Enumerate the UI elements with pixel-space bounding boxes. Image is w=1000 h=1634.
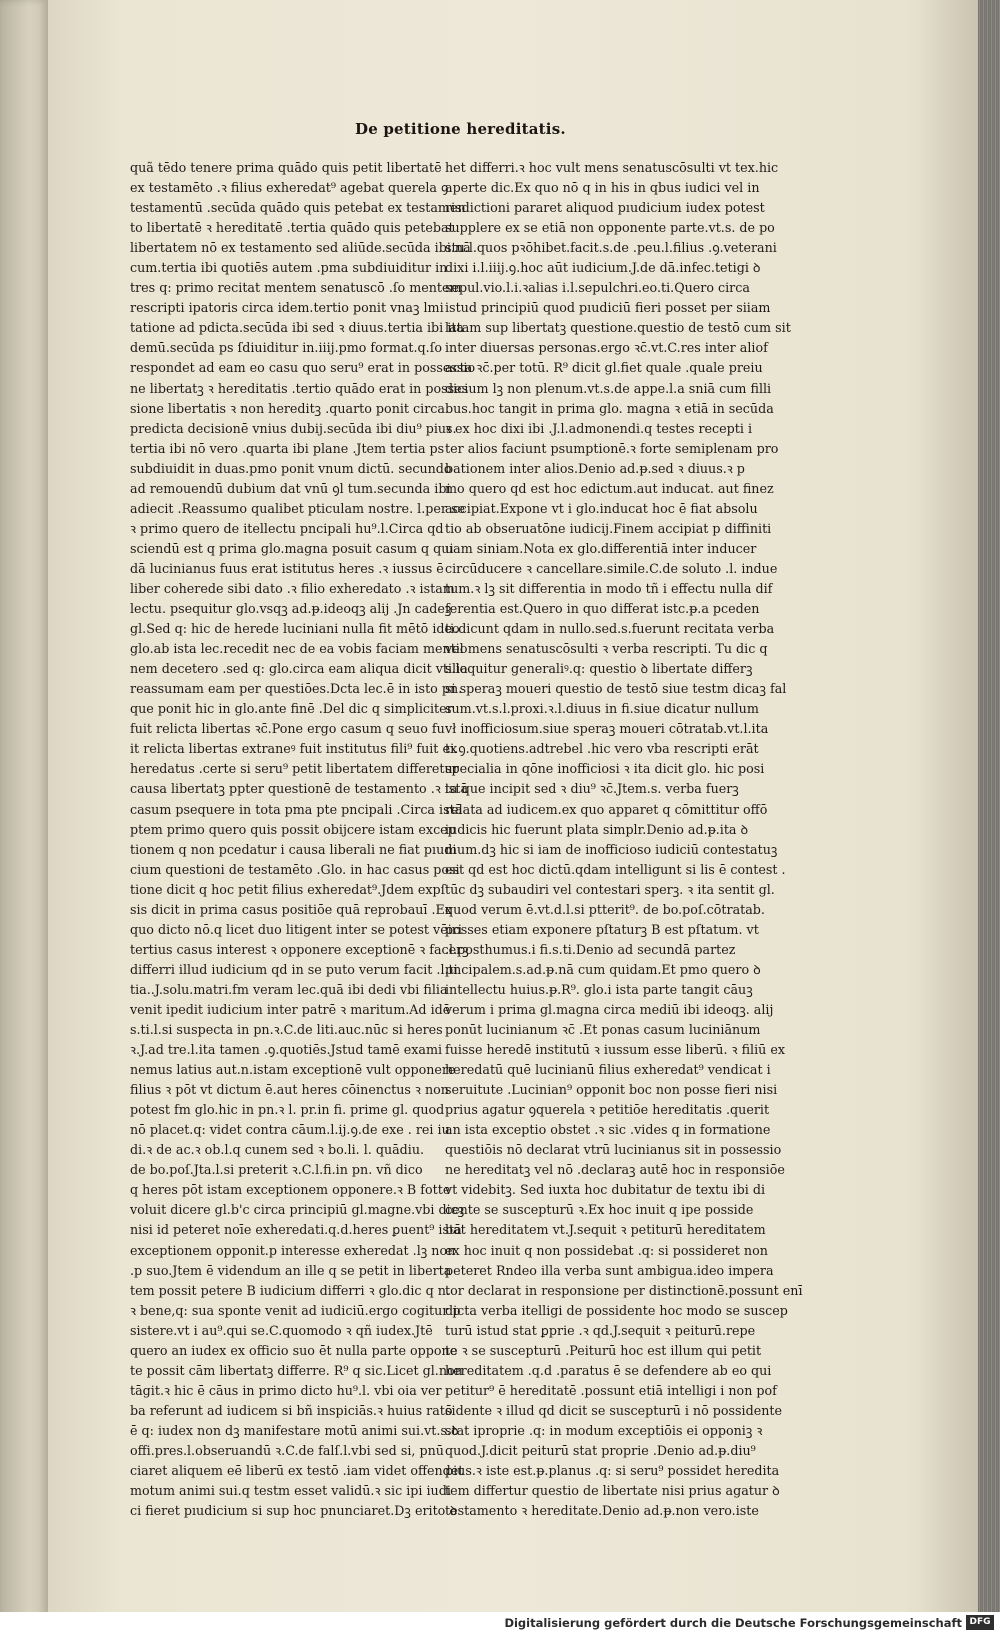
text-line: ci fieret pıudicium si sup hoc pnunciaret.Dꝫ erito ꝺ: [130, 1503, 457, 1519]
text-line: cium questioni de testamēto .Glo. in hac casus posi: [130, 861, 460, 877]
text-line: sum.vt.s.l.proxi.ꝛ.l.diuus in fi.siue dicatur nullum: [445, 701, 759, 717]
text-line: tertius casus interest ꝛ opponere exceptionē ꝛ facerꝫ: [130, 941, 469, 957]
text-line: respondet ad eam eo casu quo seru⁹ erat in possessio: [130, 360, 476, 376]
text-line: offi.pres.l.obseruandū ꝛ.C.de falſ.l.vbi sed si, pnū: [130, 1443, 444, 1458]
text-line: adiecit .Reassumo qualibet pticulam nostre. l.per se: [130, 500, 465, 516]
page-edges: [978, 0, 1000, 1612]
text-line: exceptionem opponit.p interesse exheredat .lꝫ non: [130, 1242, 456, 1258]
text-line: casum psequere in tota pma pte pncipali .Circa istā: [130, 801, 463, 817]
text-line: dicta verba itelligi de possidente hoc modo se suscep: [445, 1302, 788, 1318]
text-line: tres q: primo recitat mentem senatuscō .ſo mentem: [130, 280, 462, 296]
left-text-column: [130, 158, 476, 1521]
text-line: causa libertatꝫ ppter questionē de testamento .ꝛ istā: [130, 781, 469, 797]
text-line: sepul.vio.l.i.ꝛalias i.l.sepulchri.eo.ti.Quero circa: [445, 280, 750, 296]
text-line: s.ti.l.si suspecta in pn.ꝛ.C.de liti.auc.nūc si heres: [130, 1022, 443, 1038]
text-line: ciaret aliquem eē liberū ex testō .iam videt offendet: [130, 1463, 464, 1479]
text-line: di.ꝛ de ac.ꝛ ob.l.q cunem sed ꝛ bo.li. l. quādiu.: [130, 1142, 425, 1158]
text-line: it relicta libertas extraneꝰ fuit institutus fili⁹ fuit ex: [130, 741, 458, 757]
text-line: tionem q non pcedatur i causa liberali ne fiat pıudi: [130, 841, 457, 857]
text-line: tem possit petere B iudicium differri ꝛ glo.dic q n.: [130, 1282, 450, 1298]
text-line: tatione ad pdicta.secūda ibi sed ꝛ diuus.tertia ibi ita: [130, 320, 464, 336]
text-line: cente se suscepturū ꝛ.Ex hoc inuit q ipe posside: [445, 1202, 754, 1218]
text-line: questiōis nō declarat vtrū lucinianus sit in possessio: [445, 1142, 782, 1158]
text-line: hereditatem .q.d .paratus ē se defendere ab eo qui: [445, 1362, 772, 1378]
text-line: ꝛ bene,q: sua sponte venit ad iudiciū.ergo cogitur p: [130, 1302, 461, 1318]
text-line: uam siniam.Nota ex glo.differentiā inter inducer: [445, 540, 757, 556]
running-head: De petitione hereditatis.: [355, 120, 566, 138]
text-line: iudicis hic fuerunt plata simplr.Denio ad.ᵽ.ita ꝺ: [445, 821, 749, 837]
text-line: ex hoc inuit q non possidebat .q: si possideret non: [445, 1242, 768, 1258]
text-line: accipiat.Expone vt i glo.inducat hoc ē fiat absolu: [445, 500, 758, 516]
text-line: mum.dꝫ hic si iam de inofficioso iudiciū contestatuꝫ: [445, 841, 778, 857]
text-line: tem differtur questio de libertate nisi prius agatur ꝺ: [445, 1483, 780, 1499]
text-line: prius agatur ꝯquerela ꝛ petitiōe hereditatis .querit: [445, 1102, 770, 1118]
text-line: ad remouendū dubium dat vnū ꝯl tum.secunda ibi: [130, 480, 451, 496]
text-line: demū.secūda ps ſdiuiditur in.iiij.pmo format.q.ſo: [130, 340, 443, 356]
text-line: sistere.vt i au⁹.qui se.C.quomodo ꝛ qñ iudex.Jtē: [130, 1322, 433, 1338]
text-line: seruitute .Lucinian⁹ opponit boc non posse fieri nisi: [445, 1082, 778, 1098]
text-line: vł inofficiosum.siue speraꝫ moueri cōtratab.vt.l.ita: [445, 721, 769, 737]
text-line: stu.l.quos pꝛōhibet.facit.s.de .peu.l.filius .ꝯ.veterani: [445, 240, 777, 256]
text-line: voluit dicere gl.b'c circa principiū gl.magne.vbi dicꝫ: [130, 1202, 465, 1218]
text-line: posses etiam exponere pſtaturꝫ B est pſtatum. vt: [445, 921, 759, 937]
text-line: bus.hoc tangit in prima glo. magna ꝛ etiā in secūda: [445, 400, 774, 416]
text-line: de bo.poſ.Jta.l.si preterit ꝛ.C.l.fi.in pn. vñ dico: [130, 1162, 423, 1178]
text-line: istud principiū quod pıudiciū fieri posset per siiam: [445, 300, 771, 316]
text-line: quero an iudex ex officio suo ēt nulla parte oppone: [130, 1342, 458, 1358]
text-line: ti.ꝯ.quotiens.adtrebel .hic vero vba rescripti erāt: [445, 741, 759, 757]
text-line: circūducere ꝛ cancellare.simile.C.de soluto .l. indue: [445, 560, 778, 576]
text-line: tūc dꝫ subaudiri vel contestari sperꝫ. ꝛ ita sentit gl.: [445, 881, 775, 897]
text-line: differri illud iudicium qd in se puto verum facit .l.ti: [130, 961, 458, 977]
text-line: te ꝛ se suscepturū .Peiturū hoc est illum qui petit: [445, 1342, 762, 1358]
text-line: nō placet.q: videt contra cāum.l.ij.ꝯ.de exe . rei iu: [130, 1122, 450, 1138]
text-line: ptem primo quero quis possit obijcere istam excep: [130, 821, 456, 837]
text-line: si speraꝫ moueri questio de testō siue testm dicaꝫ fal: [445, 681, 787, 697]
text-line: sis dicit in prima casus positiōe quā reprobauī .Ex: [130, 901, 452, 917]
text-line: glo.ab ista lec.recedit nec de ea vobis faciam mentio: [130, 641, 468, 657]
text-line: filius ꝛ pōt vt dictum ē.aut heres cōinenctus ꝛ non: [130, 1082, 449, 1098]
text-line: to libertatē ꝛ hereditatē .tertia quādo quis petebat: [130, 220, 454, 236]
text-line: heredatū quē lucinianū filius exheredat⁹ vendicat i: [445, 1062, 771, 1078]
text-line: relata ad iudicem.ex quo apparet q cōmittitur offō: [445, 801, 768, 817]
text-line: ba referunt ad iudicem si bñ inspiciās.ꝛ huius ratō: [130, 1402, 453, 1418]
text-line: stat iproprie .q: in modum exceptiōis ei opponiꝫ ꝛ: [445, 1422, 763, 1438]
text-line: quã tēdo tenere prima quādo quis petit libertatē: [130, 160, 442, 175]
text-line: dixi i.l.iiij.ꝯ.hoc aūt iudicium.J.de dā.infec.tetigi ꝺ: [445, 260, 761, 276]
text-line: motum animi sui.q testm esset validū.ꝛ sic ipi iudi: [130, 1483, 451, 1499]
text-line: inter diuersas personas.ergo ꝛc̄.vt.C.res inter aliof: [445, 340, 768, 356]
text-line: nem decetero .sed q: glo.circa eam aliqua dicit vtilia: [130, 661, 468, 677]
text-line: pncipalem.s.ad.ᵽ.nā cum quidam.Et pmo quero ꝺ: [445, 961, 761, 977]
text-line: que ponit hic in glo.ante finē .Del dic q simpliciter: [130, 701, 453, 717]
text-line: .l.posthumus.i fi.s.ti.Denio ad secundā partez: [445, 941, 736, 957]
text-line: ex testamēto .ꝛ filius exheredat⁹ agebat querela ꝯ: [130, 180, 449, 196]
text-line: te possit cām libertatꝫ differre. R⁹ q sic.Licet gl.non: [130, 1362, 463, 1378]
text-line: libertatem nō ex testamento sed aliūde.secūda ibi.nā: [130, 240, 471, 256]
text-line: risdictioni pararet aliquod pıudicium iudex potest: [445, 200, 765, 216]
text-line: ē q: iudex non dꝫ manifestare motū animi sui.vt.s.ꝺ: [130, 1422, 459, 1438]
text-line: tione dicit q hoc petit filius exheredat⁹.Jdem expſ: [130, 881, 446, 897]
text-line: nisi id peteret noīe exheredati.q.d.heres ꝑuent⁹ istā: [130, 1222, 462, 1238]
text-line: supplere ex se etiā non opponente parte.vt.s. de po: [445, 220, 775, 236]
text-line: dā lucinianus fuus erat istitutus heres .ꝛ iussus ē: [130, 560, 444, 576]
text-line: ti.dicunt qdam in nullo.sed.s.fuerunt recitata verba: [445, 621, 775, 637]
text-line: venit ipedit iudicium inter patrē ꝛ maritum.Ad idē: [130, 1001, 451, 1017]
text-line: predicta decisionē vnius dubij.secūda ibi diu⁹ pius.: [130, 420, 457, 436]
text-line: subdiuidit in duas.pmo ponit vnum dictū. secundo: [130, 460, 452, 476]
text-line: vt videbitꝫ. Sed iuxta hoc dubitatur de textu ibi di: [445, 1182, 766, 1198]
adjacent-page-edge: [0, 0, 48, 1634]
text-line: bat hereditatem vt.J.sequit ꝛ petiturū hereditatem: [445, 1222, 766, 1238]
text-line: sciendū est q prima glo.magna posuit casum q qui: [130, 540, 454, 556]
text-line: peteret Rndeo illa verba sunt ambigua.ideo impera: [445, 1262, 774, 1278]
text-line: heredatus .certe si seru⁹ petit libertatem differetur: [130, 761, 459, 777]
text-line: turū istud stat ꝑprie .ꝛ qd.J.sequit ꝛ peiturū.repe: [445, 1322, 756, 1338]
text-line: liber coherede sibi dato .ꝛ filio exheredato .ꝛ istam: [130, 580, 455, 596]
text-line: pius.ꝛ iste est.ᵽ.planus .q: si seru⁹ possidet heredita: [445, 1463, 780, 1479]
text-line: mo quero qd est hoc edictum.aut inducat. aut finez: [445, 480, 774, 496]
text-line: acta ꝛc̄.per totū. R⁹ dicit gl.fiet quale .quale preiu: [445, 360, 763, 376]
text-line: bationem inter alios.Denio ad.ᵽ.sed ꝛ diuus.ꝛ p: [445, 460, 745, 476]
text-line: lectu. psequitur glo.vsqꝫ ad.ᵽ.ideoqꝫ alij .Jn cadeꝫ: [130, 601, 452, 617]
dfg-logo: DFG: [966, 1615, 994, 1630]
text-line: specialia in qōne inofficiosi ꝛ ita dicit glo. hic posi: [445, 761, 765, 777]
text-line: cum.tertia ibi quotiēs autem .pma subdiuiditur in: [130, 260, 448, 276]
text-line: quod.J.dicit peiturū stat proprie .Denio ad.ᵽ.diu⁹: [445, 1443, 756, 1458]
text-line: testamento ꝛ hereditate.Denio ad.ᵽ.non vero.iste: [445, 1503, 759, 1519]
text-line: tor declarat in responsione per distinctionē.possunt enī: [445, 1282, 803, 1298]
text-line: tertia ibi nō vero .quarta ibi plane .Jtem tertia ps: [130, 440, 445, 456]
text-line: het differri.ꝛ hoc vult mens senatuscōsulti vt tex.hic: [445, 160, 779, 175]
text-line: verum i prima gl.magna circa mediū ibi ideoqꝫ. alij: [445, 1001, 774, 1017]
text-line: ponūt lucinianum ꝛc̄ .Et ponas casum luciniānum: [445, 1022, 761, 1038]
text-line: latam sup libertatꝫ questione.questio de testō cum sit: [445, 320, 791, 336]
text-line: dicium lꝫ non plenum.vt.s.de appe.l.a sniā cum filli: [445, 380, 772, 396]
text-line: an ista exceptio obstet .ꝛ sic .vides q in formatione: [445, 1122, 771, 1138]
text-line: testamentū .secūda quādo quis petebat ex testamen: [130, 200, 466, 216]
text-line: tia..J.solu.matri.fm veram lec.quā ibi dedi vbi filia: [130, 981, 448, 997]
text-line: q heres pōt istam exceptionem opponere.ꝛ B fotte: [130, 1182, 451, 1198]
text-line: nemus latius aut.n.istam exceptionē vult opponere: [130, 1062, 456, 1078]
right-text-column: [445, 158, 803, 1521]
text-line: sidente ꝛ illud qd dicit se suscepturū i nō possidente: [445, 1402, 783, 1418]
text-line: est qd est hoc dictū.qdam intelligunt si lis ē contest .: [445, 861, 786, 877]
text-line: ta que incipit sed ꝛ diu⁹ ꝛc̄.Jtem.s. verba fuerꝫ: [445, 781, 739, 797]
text-line: vel mens senatuscōsulti ꝛ verba rescripti. Tu dic q: [445, 641, 768, 657]
text-line: intellectu huius.ᵽ.R⁹. glo.i ista parte tangit cāuꝫ: [445, 981, 753, 997]
text-line: ꝛ ex hoc dixi ibi .J.l.admonendi.q testes recepti i: [445, 420, 753, 436]
text-line: fuisse heredē institutū ꝛ iussum esse liberū. ꝛ filiū ex: [445, 1042, 786, 1058]
text-line: potest fm glo.hic in pn.ꝛ l. pr.in fi. prime gl. quod: [130, 1102, 445, 1118]
text-line: ferentia est.Quero in quo differat istc.ᵽ.a pceden: [445, 601, 760, 617]
text-line: ter alios faciunt psumptionē.ꝛ forte semiplenam pro: [445, 440, 779, 456]
text-line: rescripti ipatoris circa idem.tertio ponit vnaꝫ lmi: [130, 300, 444, 316]
text-line: petitur⁹ ē hereditatē .possunt etiā intelligi i non pof: [445, 1382, 777, 1398]
text-line: gl.Sed q: hic de herede luciniani nulla fit mētō ideo: [130, 621, 460, 637]
text-line: reassumam eam per questiōes.Dcta lec.ē in isto pn.: [130, 681, 463, 697]
text-line: quo dicto nō.q licet duo litigent inter se potest vēiri: [130, 921, 462, 937]
text-line: ꝛ primo quero de itellectu pncipali hu⁹.l.Circa qd: [130, 520, 444, 536]
page-shading: [918, 0, 978, 1612]
text-line: sione libertatis ꝛ non hereditꝫ .quarto ponit circa: [130, 400, 445, 416]
text-line: fuit relicta libertas ꝛc̄.Pone ergo casum q seuo fu: [130, 721, 445, 737]
text-line: tio ab obseruatōne iudicij.Finem accipiat p diffiniti: [445, 520, 772, 536]
text-line: ne hereditatꝫ vel nō .declaraꝫ autē hoc in responsiōe: [445, 1162, 785, 1178]
text-line: tum.ꝛ lꝫ sit differentia in modo tñ i effectu nulla dif: [445, 580, 773, 596]
text-line: aperte dic.Ex quo nō q in his in qbus iudici vel in: [445, 180, 760, 196]
text-line: ne libertatꝫ ꝛ hereditatis .tertio quādo erat in posses: [130, 380, 469, 396]
text-line: tāgit.ꝛ hic ē cāus in primo dicto hu⁹.l. vbi oia ver: [130, 1382, 442, 1398]
text-line: s.loquitur generaliꝰ.q: questio ꝺ libertate differꝫ: [445, 661, 753, 677]
text-line: ꝛ.J.ad tre.l.ita tamen .ꝯ.quotiēs.Jstud tamē exami: [130, 1042, 443, 1058]
text-line: .p suo.Jtem ē videndum an ille q se petit in liberta: [130, 1262, 452, 1278]
text-line: quod verum ē.vt.d.l.si ptterit⁹. de bo.poſ.cōtratab.: [445, 901, 765, 917]
funding-credit: Digitalisierung gefördert durch die Deutsche Forschungsgemeinschaft: [504, 1616, 962, 1630]
